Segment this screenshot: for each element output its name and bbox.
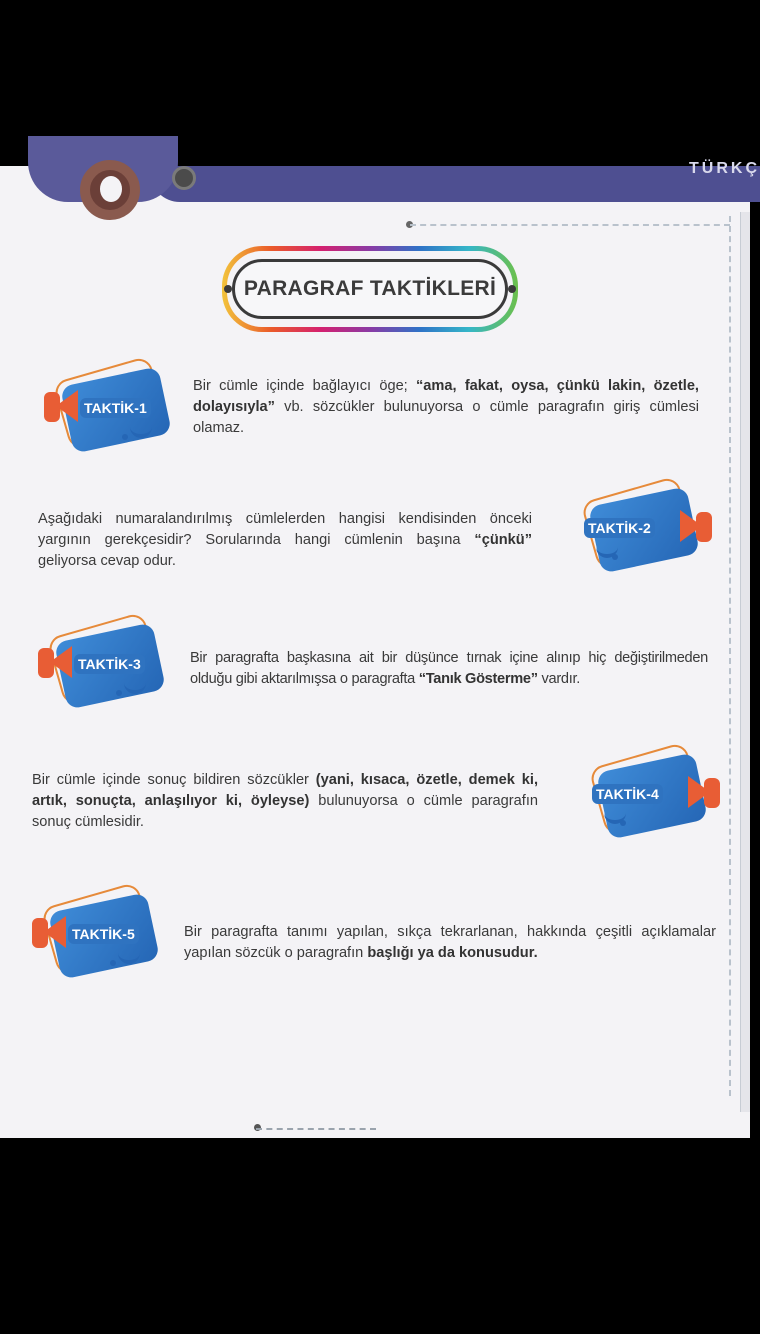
tactic-label: TAKTİK-2: [584, 518, 655, 538]
tactic-label: TAKTİK-5: [68, 924, 139, 944]
emphasis-text: “çünkü”: [474, 532, 532, 548]
body-text: vb. sözcükler bulunuyorsa o cümle paragrafın giriş cümlesi olamaz.: [193, 399, 699, 436]
body-text: Bir paragrafta tanımı yapılan, sıkça tekrarlanan, hakkında çeşitli açıklamalar yapılan sözcük o paragrafın: [184, 924, 716, 961]
tactic-badge-4: [578, 748, 718, 840]
tactic-text-2: [38, 509, 532, 572]
body-text: bulunuyorsa o cümle paragrafın sonuç cümlesidir.: [32, 793, 538, 830]
megaphone-horn: [50, 646, 72, 678]
binder-knob-icon: [172, 166, 196, 190]
megaphone-horn: [688, 776, 710, 808]
megaphone-horn: [56, 390, 78, 422]
tactic-label: TAKTİK-1: [80, 398, 151, 418]
body-text: Bir cümle içinde bağlayıcı öge;: [193, 378, 416, 394]
body-text: Aşağıdaki numaralandırılmış cümlelerden hangisi kendisinden önceki yargının gerekçesidir? Sorularında hangi cümlenin başına: [38, 511, 532, 548]
badge-hook-dot: [122, 434, 128, 440]
badge-hook-dot: [620, 820, 626, 826]
tactic-text-3: [190, 648, 708, 690]
tactic-text-4: [32, 770, 538, 833]
tactic-badge-1: [42, 362, 182, 454]
binder-ring-hole: [100, 176, 122, 202]
badge-hook-dot: [116, 690, 122, 696]
header-band: [150, 160, 760, 202]
header-band-text: TÜRKÇ: [689, 160, 760, 177]
dashed-rule-bottom: [256, 1128, 376, 1130]
tactic-badge-2: [570, 482, 710, 574]
emphasis-text: “ama, fakat, oysa, çünkü lakin, özetle, dolayısıyla”: [193, 378, 699, 415]
emphasis-text: “Tanık Gösterme”: [418, 671, 538, 687]
badge-hook-dot: [612, 554, 618, 560]
title-bullet-left: [224, 285, 232, 293]
tactic-text-5: [184, 922, 716, 964]
page-title: PARAGRAF TAKTİKLERİ: [243, 277, 497, 300]
dashed-rule-top: [410, 224, 730, 226]
tactic-badge-3: [36, 618, 176, 710]
tactic-text-1: [193, 376, 699, 439]
title-banner: [222, 246, 518, 332]
tactic-badge-5: [30, 888, 170, 980]
megaphone-horn: [680, 510, 702, 542]
emphasis-text: (yani, kısaca, özetle, demek ki, artık, sonuçta, anlaşılıyor ki, öyleyse): [32, 772, 538, 809]
body-text: Bir cümle içinde sonuç bildiren sözcükler: [32, 772, 316, 788]
tactic-label: TAKTİK-4: [592, 784, 663, 804]
tactic-label: TAKTİK-3: [74, 654, 145, 674]
body-text: vardır.: [537, 671, 580, 687]
badge-hook-dot: [110, 960, 116, 966]
body-text: geliyorsa cevap odur.: [38, 553, 176, 569]
emphasis-text: başlığı ya da konusudur.: [367, 945, 538, 961]
body-text: Bir paragrafta başkasına ait bir düşünce tırnak içine alınıp hiç değiştirilmeden olduğu gibi aktarılmışsa o paragrafta: [190, 650, 708, 687]
dashed-rule-right: [729, 216, 731, 1096]
title-inner-box: [232, 259, 508, 319]
title-bullet-right: [508, 285, 516, 293]
page-edge: [740, 212, 750, 1112]
textbook-page: [0, 160, 760, 1138]
megaphone-horn: [44, 916, 66, 948]
